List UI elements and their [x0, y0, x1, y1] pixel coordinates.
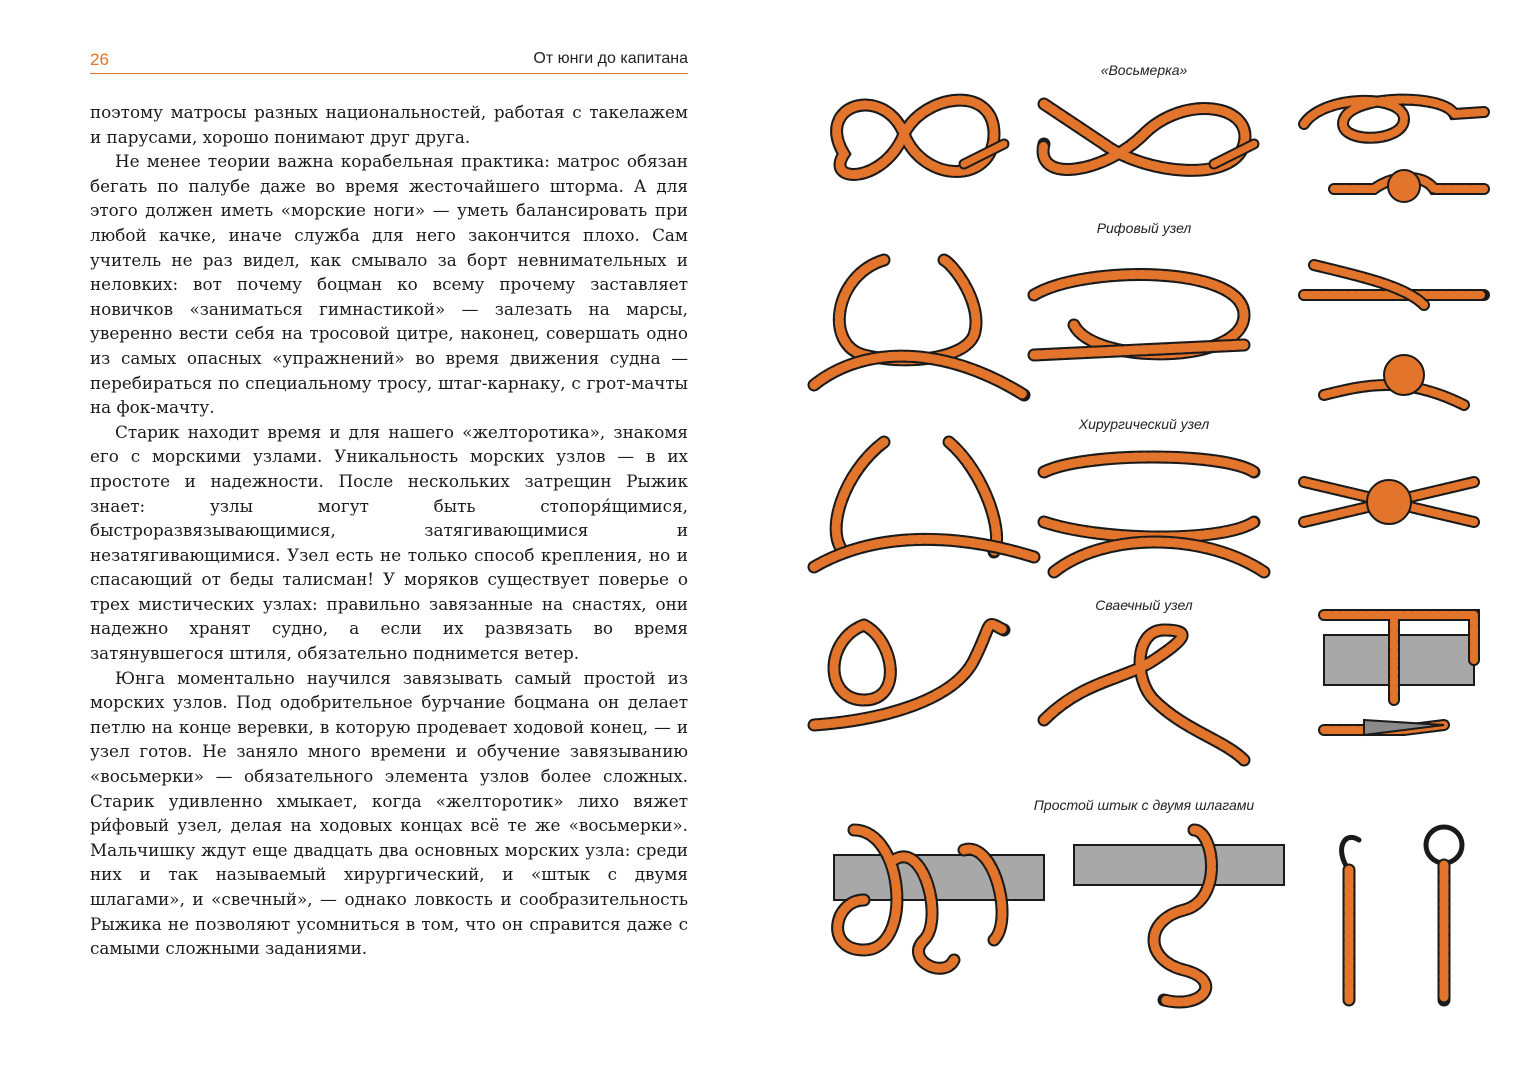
caption-reef-knot: Рифовый узел	[1096, 220, 1192, 236]
knot-row-reef-knot	[804, 245, 1494, 415]
page-number: 26	[90, 50, 109, 69]
running-title: От юнги до капитана	[533, 50, 688, 67]
paragraph: Юнга моментально научился завязывать самый простой из морских узлов. Под одобрительное бурчание боцмана он делает петлю на конце веревки, в которую продевает ходовой конец, — и узел готов. Не заняло много времени и обучение завязыванию «восьмерки» — обязательного элемента узлов более сложных. Старик удивленно хмыкает, когда «желторотик» лихо вяжет ри́фовый узел, делая на ходовых концах всё те же «восьмерки». Мальчишку ждут еще двадцать два основных морских узла: среди них и так называемый хирургический, и «штык с двумя шлагами», и «свечный», — однако ловкость и сообразительность Рыжика не позволяют усомниться в том, что он справится даже с самыми сложными заданиями.	[90, 667, 688, 959]
page-header	[90, 46, 688, 76]
left-page	[0, 0, 764, 1080]
paragraph: Старик находит время и для нашего «желторотика», знакомя его с морскими узлами. Уникальность морских узлов — в их простоте и надежности. После нескольких затрещин Рыжик знает: узлы могут быть стопоря́щимися, быстроразвязывающимися, затягивающимися и незатягивающимися. Узел есть не только способ крепления, но и спасающий от беды талисман! У моряков существует поверье о трех мистических узлах: правильно завязанные на снастях, они надежно хранят судно, а если их развязать во время затянувшегося штиля, обязательно поднимется ветер.	[90, 421, 688, 664]
knot-row-figure-eight	[804, 84, 1494, 214]
caption-clove-hitch: Простой штык с двумя шлагами	[1033, 797, 1255, 813]
header-rule	[90, 73, 688, 74]
caption-figure-eight: «Восьмерка»	[1100, 62, 1188, 78]
knot-row-clove-hitch	[804, 820, 1494, 1020]
knot-row-surgeon-knot	[804, 432, 1494, 592]
body-text	[90, 100, 688, 961]
paragraph: Не менее теории важна корабельная практика: матрос обязан бегать по палубе даже во время жесточайшего шторма. А для этого должен иметь «морские ноги» — уметь балансировать при любой качке, иначе служба для него закончится плохо. Сам учитель не раз видел, как смывало за борт невнимательных и неловких: вот почему боцман ко всему прочему заставляет новичков «заниматься гимнастикой» — залезать на марсы, уверенно вести себя на тросовой цитре, наконец, совершать одно из самых опасных «упражнений» во время движения судна — перебираться по специальному тросу, штаг-карнаку, с грот-мачты на фок-мачту.	[90, 151, 688, 418]
caption-surgeon-knot: Хирургический узел	[1078, 416, 1210, 432]
right-page	[764, 0, 1529, 1080]
caption-marlinespike-hitch: Сваечный узел	[1095, 597, 1193, 613]
knot-row-marlinespike-hitch	[804, 600, 1494, 770]
paragraph: поэтому матросы разных национальностей, работая с такелажем и парусами, хорошо понимают друг друга.	[90, 102, 688, 147]
